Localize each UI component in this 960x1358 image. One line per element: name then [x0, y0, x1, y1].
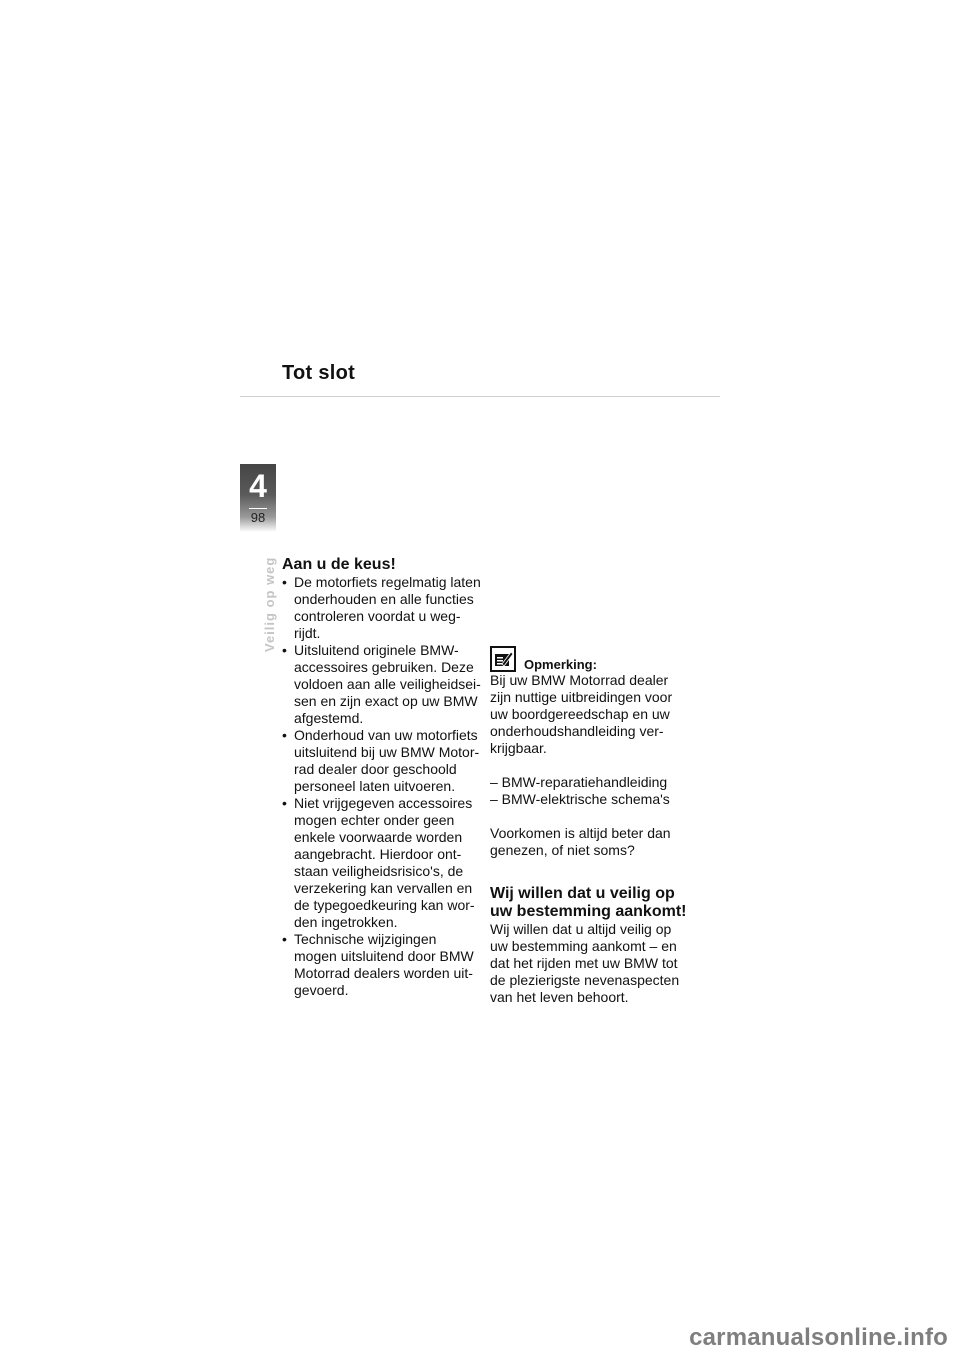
chapter-tab-divider — [249, 508, 267, 509]
title-divider — [240, 396, 720, 397]
manual-list — [490, 774, 690, 808]
list-item: • Onderhoud van uw motorfiets uitsluitend bij uw BMW Motor-rad dealer door geschoold personeel laten uitvoeren. — [282, 727, 482, 795]
chapter-tab — [240, 464, 276, 532]
chapter-number: 4 — [249, 468, 267, 504]
footer-watermark: carmanualsonline.info — [689, 1324, 948, 1351]
list-item: • Technische wijzigingen mogen uitsluitend door BMW Motorrad dealers worden uit-gevoerd. — [282, 931, 482, 999]
closing-question: Voorkomen is altijd beter dan genezen, of niet soms? — [490, 825, 671, 858]
safe-arrival-paragraph: Wij willen dat u altijd veilig op uw bestemming aankomt – en dat het rijden met uw BMW tot de plezierigste nevenaspecten van het leven behoort. — [490, 921, 680, 1005]
list-item: – BMW-elektrische schema's — [490, 791, 670, 807]
right-column — [490, 640, 690, 1006]
left-column — [282, 556, 482, 999]
section-heading-safe-arrival: Wij willen dat u veilig op uw bestemming aankomt! — [490, 885, 687, 920]
list-item: • Uitsluitend originele BMW-accessoires gebruiken. Deze voldoen aan alle veiligheidsei-sen en zijn exact op uw BMW afgestemd. — [282, 642, 482, 727]
note-pencil-icon — [490, 646, 516, 672]
list-item: • Niet vrijgegeven accessoires mogen echter onder geen enkele voorwaarde worden aangebracht. Hierdoor ont-staan veiligheidsrisico's, de verzekering kan vervallen en de typegoedkeuring kan wor-den ingetrokken. — [282, 795, 482, 931]
note-text: Bij uw BMW Motorrad dealer zijn nuttige uitbreidingen voor uw boordgereedschap en uw onderhoudshandleiding ver-krijgbaar. — [490, 672, 673, 756]
section-side-label: Veilig op weg — [262, 556, 277, 652]
note-label: Opmerking: — [524, 657, 597, 672]
list-item: – BMW-reparatiehandleiding — [490, 774, 668, 790]
list-item: • De motorfiets regelmatig laten onderhouden en alle functies controleren voordat u weg-rijdt. — [282, 574, 482, 642]
page-number: 98 — [250, 510, 266, 525]
advice-list — [282, 574, 482, 999]
section-heading-choice: Aan u de keus! — [282, 556, 396, 573]
note-header — [490, 640, 690, 672]
page-title: Tot slot — [282, 362, 356, 384]
